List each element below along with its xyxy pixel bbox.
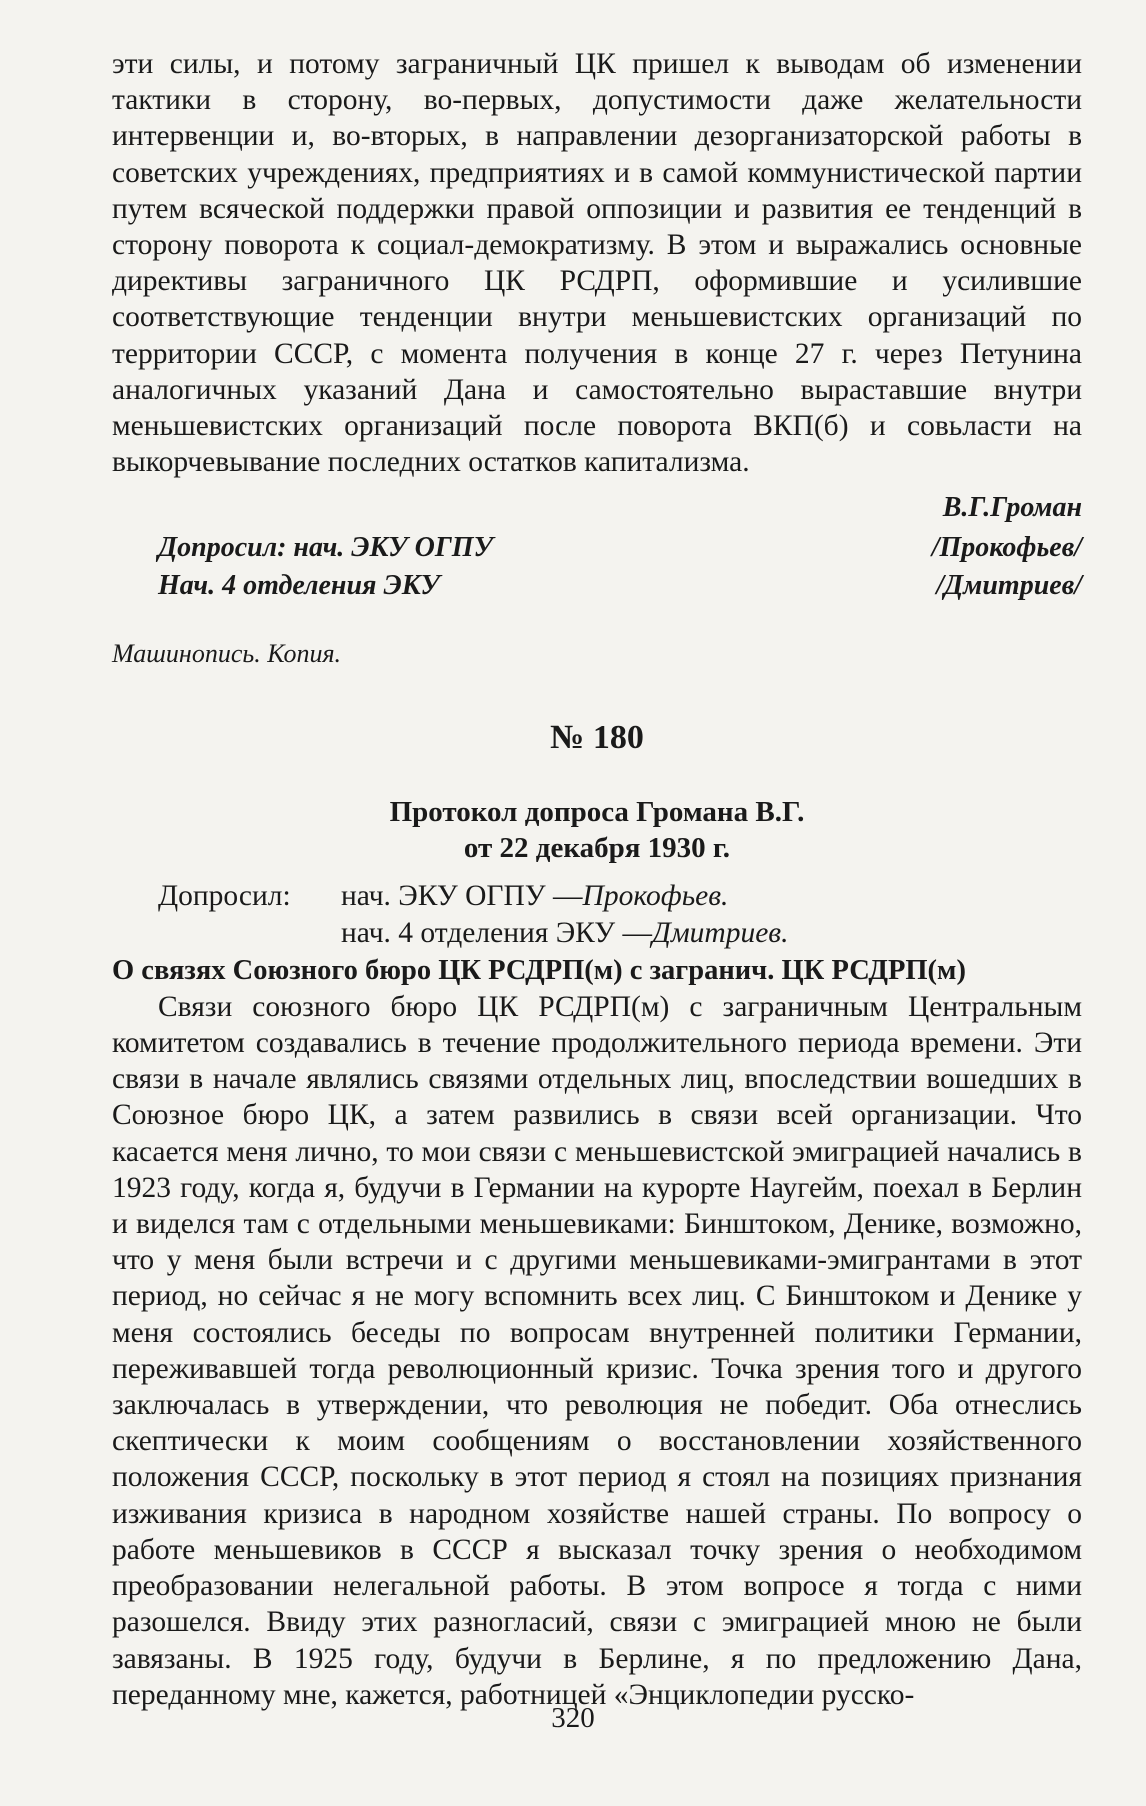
typescript-note: Машинопись. Копия. (112, 639, 342, 669)
subject-heading: О связях Союзного бюро ЦК РСДРП(м) с загранич. ЦК РСДРП(м) (112, 954, 966, 986)
dept-head-signature: /Дмитриев/ (936, 570, 1082, 602)
dept-head-label: Нач. 4 отделения ЭКУ (158, 570, 440, 602)
signature-block (112, 486, 1082, 636)
top-paragraph: эти силы, и потому заграничный ЦК пришел к выводам об изменении тактики в сторону, во-первых, допустимости даже желательности интервенции и, во-вторых, в направлении дезорганизаторской работы в советских учреждениях, предприятиях и в самой коммунистической партии путем всяческой поддержки правой оппозиции и развития ее тенденций в сторону поворота к социал-демократизму. В этом и выражались основные директивы заграничного ЦК РСДРП, оформившие и усилившие соответствующие тенденции внутри меньшевистских организаций по территории СССР, с момента получения в конце 27 г. через Петунина аналогичных указаний Дана и самостоятельно выраставшие внутри меньшевистских организаций после поворота ВКП(б) и совьласти на выкорчевывание последних остатков капитализма. (112, 48, 1082, 479)
body-paragraph: Связи союзного бюро ЦК РСДРП(м) с заграничным Центральным комитетом создавались в течение продолжительного периода времени. Эти связи в начале являлись связями отдельных лиц, впоследствии вошедших в Союзное бюро ЦК, а затем развились в связи всей организации. Что касается меня лично, то мои связи с меньшевистской эмиграцией начались в 1923 году, когда я, будучи в Германии на курорте Наугейм, поехал в Берлин и виделся там с отдельными меньшевиками: Бинштоком, Денике, возможно, что у меня были встречи и с другими меньшевиками-эмигрантами в этот период, но сейчас я не могу вспомнить всех лиц. С Бинштоком и Денике у меня состоялись беседы по вопросам внутренней политики Германии, переживавшей тогда революционный кризис. Точка зрения того и другого заключалась в утверждении, что революция не победит. Оба отнеслись скептически к моим сообщениям о восстановлении хозяйственного положения СССР, поскольку в этот период я стоял на позициях признания изживания кризиса в народном хозяйстве нашей страны. По вопросу о работе меньшевиков в СССР я высказал точку зрения о необходимом преобразовании нелегальной работы. В этом вопросе я тогда с ними разошелся. Ввиду этих разногласий, связи с эмиграцией мною не были завязаны. В 1925 году, будучи в Берлине, я по предложению Дана, переданному мне, кажется, работницей «Энциклопедии русско- (112, 990, 1082, 1711)
interrogator-label: Допросил: нач. ЭКУ ОГПУ (158, 532, 493, 564)
document-title-line1: Протокол допроса Громана В.Г. (389, 796, 805, 829)
interrogator-signature: /Прокофьев/ (931, 532, 1082, 564)
interrogator-name: Прокофьев. (582, 880, 729, 913)
interrogator-row (112, 915, 1082, 951)
page-number: 320 (551, 1702, 595, 1734)
interrogators-list (112, 878, 1082, 950)
interrogator-position: нач. ЭКУ ОГПУ — (341, 880, 583, 913)
document-page (112, 46, 1082, 1713)
document-title (112, 794, 1082, 866)
interrogator-position: нач. 4 отделения ЭКУ — (341, 916, 653, 949)
interrogator-row (112, 878, 1082, 914)
signature-name: В.Г.Громан (942, 492, 1082, 524)
interrogated-label: Допросил: (158, 880, 291, 913)
document-title-line2: от 22 декабря 1930 г. (463, 832, 731, 865)
document-number: № 180 (550, 719, 644, 757)
interrogator-name: Дмитриев. (652, 916, 789, 949)
